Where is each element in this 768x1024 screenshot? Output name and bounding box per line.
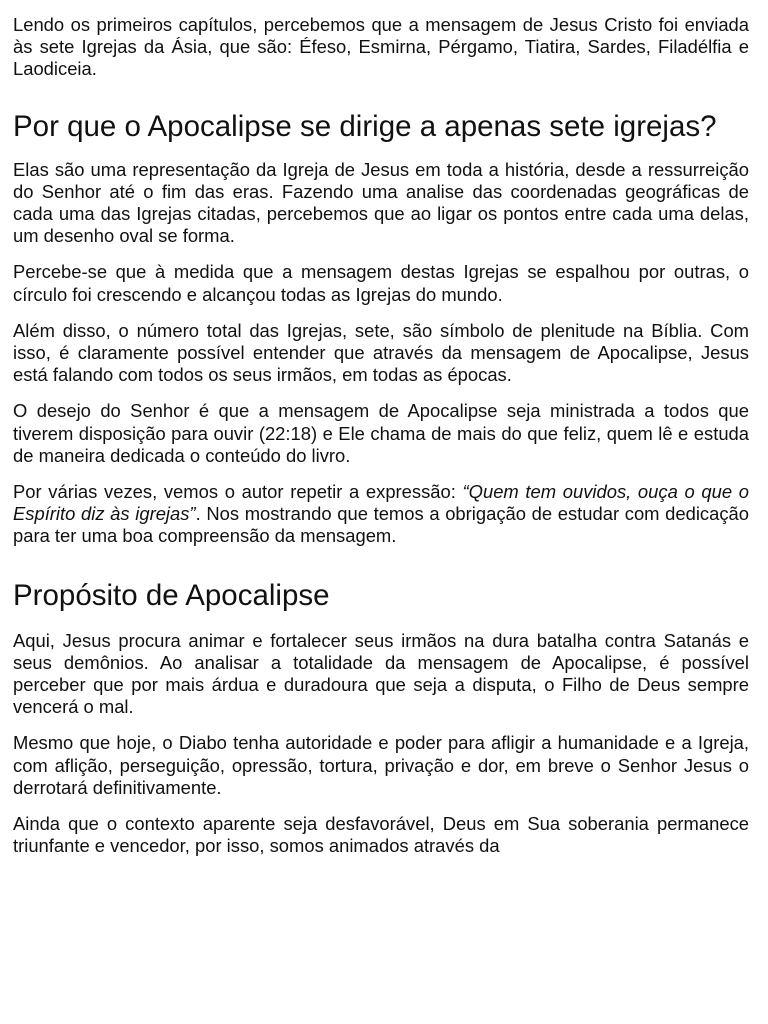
body-paragraph: O desejo do Senhor é que a mensagem de Apocalipse seja ministrada a todos que tiverem disposição para ouvir (22:18) e Ele chama de mais do que feliz, quem lê e estuda de maneira dedicada o conteúdo do livro. (13, 400, 749, 466)
quote-paragraph (13, 481, 749, 548)
scripture-quote: “Quem tem ouvidos, ouça o que o Espírito diz às igrejas” (13, 481, 749, 525)
body-paragraph: Mesmo que hoje, o Diabo tenha autoridade e poder para afligir a humanidade e a Igreja, com aflição, perseguição, opressão, tortura, privação e dor, em breve o Senhor Jesus o derrotará definitivamente. (13, 732, 749, 798)
body-paragraph: Além disso, o número total das Igrejas, sete, são símbolo de plenitude na Bíblia. Com isso, é claramente possível entender que através da mensagem de Apocalipse, Jesus está falando com todos os seus irmãos, em todas as épocas. (13, 319, 749, 386)
body-paragraph: Elas são uma representação da Igreja de Jesus em toda a história, desde a ressurreição do Senhor até o fim das eras. Fazendo uma analise das coordenadas geográficas de cada uma das Igrejas citadas, percebemos que ao ligar os pontos entre cada uma delas, um desenho oval se forma. (13, 158, 749, 247)
body-paragraph: Aqui, Jesus procura animar e fortalecer seus irmãos na dura batalha contra Satanás e seus demônios. Ao analisar a totalidade da mensagem de Apocalipse, é possível perceber que por mais árdua e duradoura que seja a disputa, o Filho de Deus sempre vencerá o mal. (13, 629, 749, 718)
section-heading-purpose: Propósito de Apocalipse (13, 578, 330, 612)
section-heading-seven-churches: Por que o Apocalipse se dirige a apenas sete igrejas? (13, 109, 717, 143)
body-paragraph: Percebe-se que à medida que a mensagem destas Igrejas se espalhou por outras, o círculo foi crescendo e alcançou todas as Igrejas do mundo. (13, 261, 749, 305)
document-page (13, 0, 749, 857)
quote-lead-text: Por várias vezes, vemos o autor repetir a expressão: (13, 481, 463, 503)
body-paragraph: Ainda que o contexto aparente seja desfavorável, Deus em Sua soberania permanece triunfante e vencedor, por isso, somos animados através da (13, 813, 749, 857)
quote-trailing-text: . Nos mostrando que temos a obrigação de estudar com dedicação para ter uma boa compreensão da mensagem. (13, 503, 749, 547)
intro-paragraph: Lendo os primeiros capítulos, percebemos que a mensagem de Jesus Cristo foi enviada às sete Igrejas da Ásia, que são: Éfeso, Esmirna, Pérgamo, Tiatira, Sardes, Filadélfia e Laodiceia. (13, 14, 749, 80)
